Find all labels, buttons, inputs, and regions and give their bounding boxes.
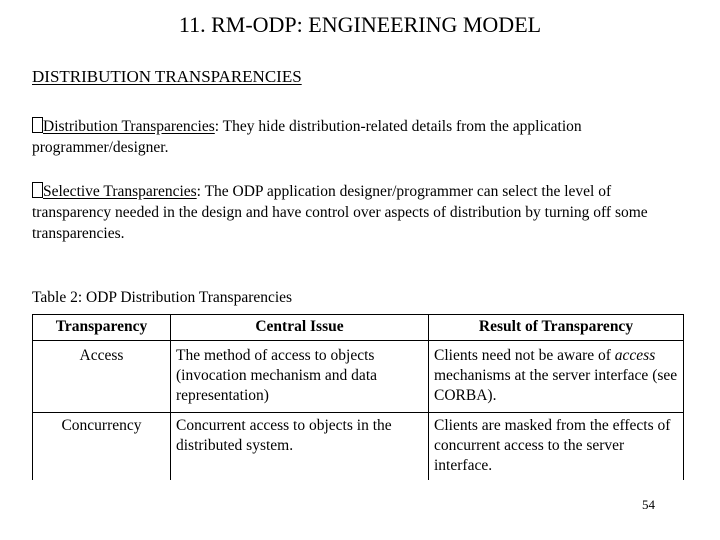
cell-transparency: Concurrency — [33, 413, 171, 481]
cell-transparency: Access — [33, 341, 171, 413]
table-caption: Table 2: ODP Distribution Transparencies — [32, 289, 293, 306]
result-emphasis: access — [614, 347, 656, 364]
page-title: 11. RM-ODP: ENGINEERING MODEL — [178, 12, 542, 37]
term-distribution-transparencies: Distribution Transparencies — [43, 118, 215, 135]
cell-central-issue: The method of access to objects (invocation mechanism and data representation) — [171, 341, 429, 413]
section-heading: DISTRIBUTION TRANSPARENCIES — [32, 67, 302, 86]
result-text: Clients need not be aware of — [434, 347, 615, 364]
table-header-row — [33, 315, 684, 341]
result-text: mechanisms at the server interface (see CORBA). — [434, 367, 678, 404]
paragraph-text: : They hide distribution-related details from the application programmer/designer. — [32, 118, 582, 156]
cell-central-issue: Concurrent access to objects in the distributed system. — [171, 413, 429, 481]
column-header-central-issue: Central Issue — [171, 315, 429, 341]
table-row — [33, 341, 684, 413]
table-row — [33, 413, 684, 481]
paragraph-text: : The ODP application designer/programmer can select the level of transparency needed in the design and have control over aspects of distribution by turning off some transparencies. — [32, 183, 648, 242]
cell-result — [429, 413, 684, 481]
bullet-box-icon — [32, 182, 43, 198]
cell-result — [429, 341, 684, 413]
column-header-transparency: Transparency — [33, 315, 171, 341]
paragraph-distribution-transparencies — [32, 116, 692, 158]
term-selective-transparencies: Selective Transparencies — [43, 183, 197, 200]
result-text: Clients are masked from the effects of concurrent access to the server interface. — [434, 417, 671, 474]
paragraph-selective-transparencies — [32, 181, 692, 244]
bullet-box-icon — [32, 117, 43, 133]
page-number: 54 — [642, 497, 655, 512]
column-header-result: Result of Transparency — [429, 315, 684, 341]
transparencies-table — [32, 314, 684, 480]
